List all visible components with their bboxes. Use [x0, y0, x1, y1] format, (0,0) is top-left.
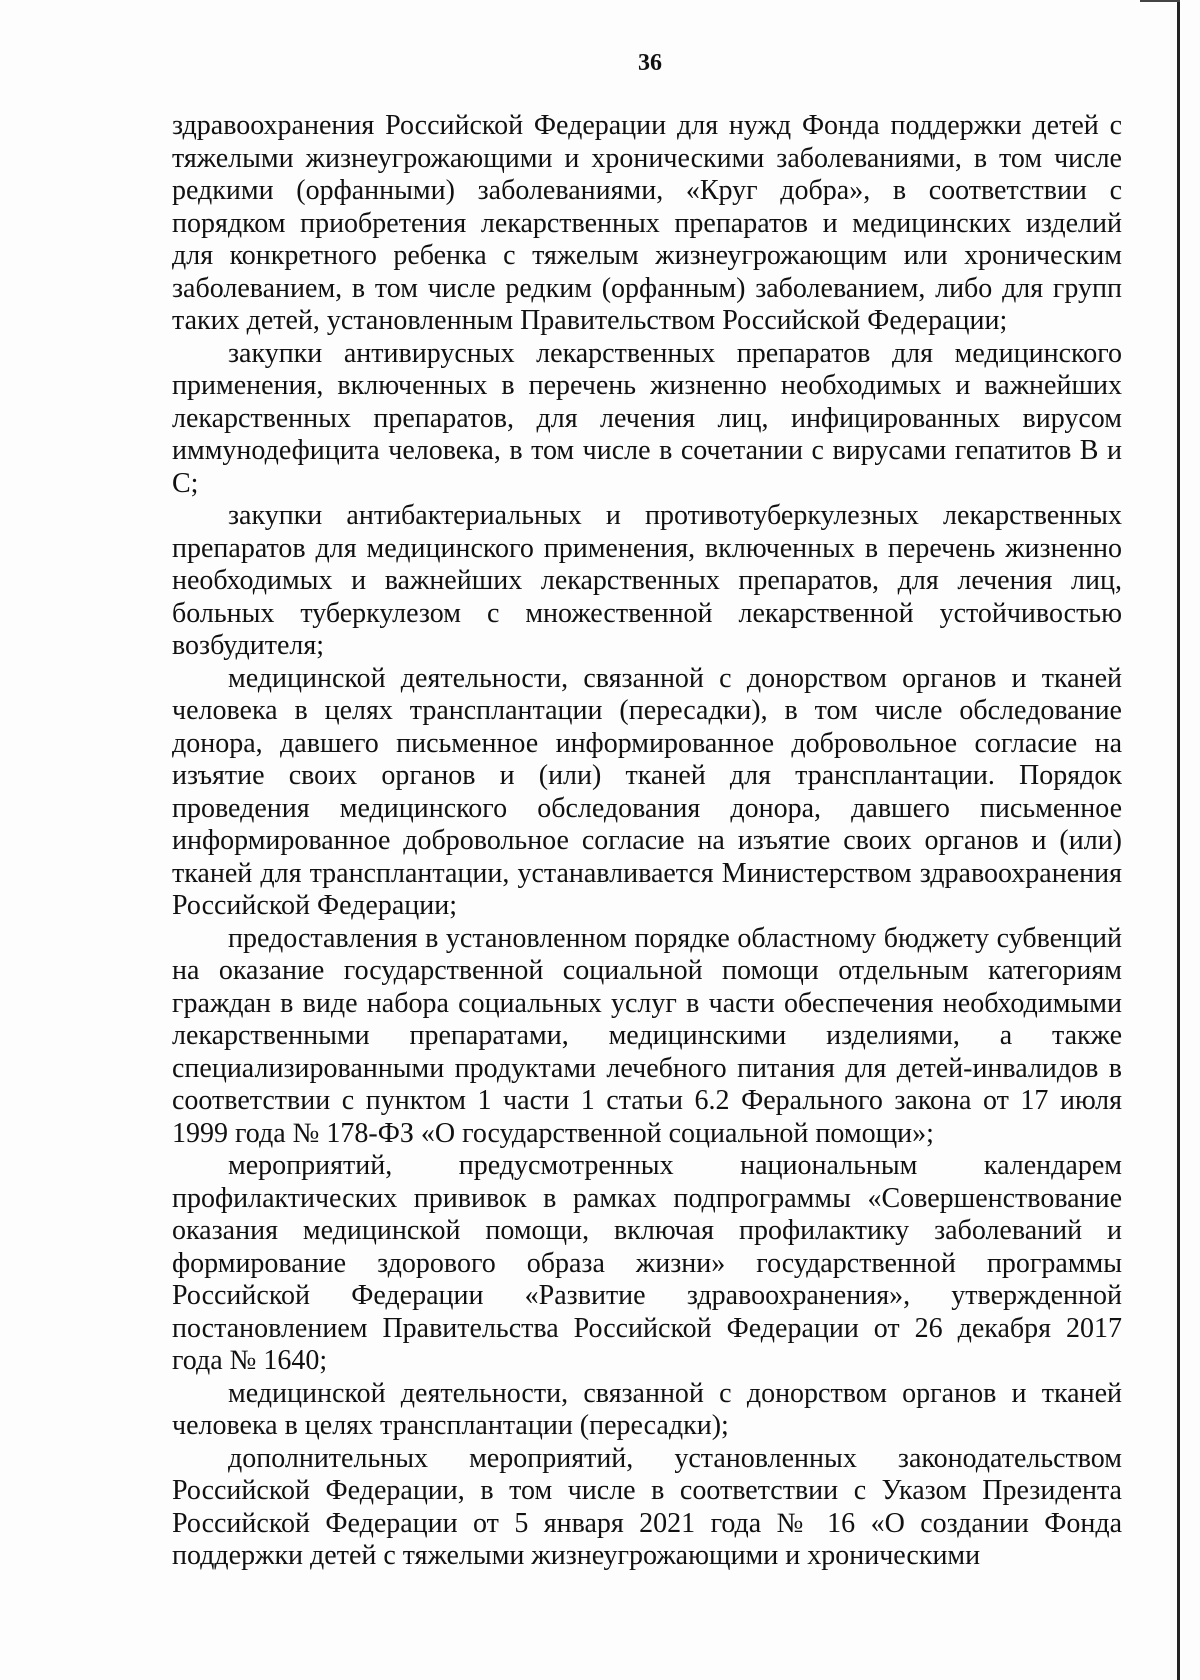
scan-border-line [1177, 0, 1180, 1680]
scan-border-corner [1140, 0, 1180, 2]
paragraph-additional-measures: дополнительных мероприятий, установленных законодательством Российской Федерации, в том числе в соответствии с Указом Президента Российской Федерации от 5 января 2021 года № 16 «О создании Фонда поддержки детей с тяжелыми жизнеугрожающими и хроническими [172, 1442, 1122, 1571]
paragraph-organ-donation: медицинской деятельности, связанной с донорством органов и тканей человека в целях трансплантации (пересадки); [172, 1377, 1122, 1441]
paragraph-antibacterial-purchases: закупки антибактериальных и противотуберкулезных лекарственных препаратов для медицинского применения, включенных в перечень жизненно необходимых и важнейших лекарственных препаратов, для лечения лиц, больных туберкулезом с множественной лекарственной устойчивостью возбудителя; [172, 500, 1122, 661]
paragraph-vaccination-calendar: мероприятий, предусмотренных национальным календарем профилактических прививок в рамках подпрограммы «Совершенствование оказания медицинской помощи, включая профилактику заболеваний и формирование здорового образа жизни» государственной программы Российской Федерации «Развитие здравоохранения», утвержденной постановлением Правительства Российской Федерации от 26 декабря 2017 года № 1640; [172, 1150, 1122, 1376]
paragraph-organ-donation-examination: медицинской деятельности, связанной с донорством органов и тканей человека в целях трансплантации (пересадки), в том числе обследование донора, давшего письменное информированное добровольное согласие на изъятие своих органов и (или) тканей для трансплантации. Порядок проведения медицинского обследования донора, давшего письменное информированное добровольное согласие на изъятие своих органов и (или) тканей для трансплантации, устанавливается Министерством здравоохранения Российской Федерации; [172, 662, 1122, 921]
paragraph-continuation: здравоохранения Российской Федерации для нужд Фонда поддержки детей с тяжелыми жизнеугрожающими и хроническими заболеваниями, в том числе редкими (орфанными) заболеваниями, «Круг добра», в соответствии с порядком приобретения лекарственных препаратов и медицинских изделий для конкретного ребенка с тяжелым жизнеугрожающим или хроническим заболеванием, в том числе редким (орфанным) заболеванием, либо для групп таких детей, установленным Правительством Российской Федерации; [172, 110, 1122, 336]
paragraph-regional-subventions: предоставления в установленном порядке областному бюджету субвенций на оказание государственной социальной помощи отдельным категориям граждан в виде набора социальных услуг в части обеспечения необходимыми лекарственными препаратами, медицинскими изделиями, а также специализированными продуктами лечебного питания для детей-инвалидов в соответствии с пунктом 1 части 1 статьи 6.2 Ферального закона от 17 июля 1999 года № 178-ФЗ «О государственной социальной помощи»; [172, 922, 1122, 1149]
paragraph-antiviral-purchases: закупки антивирусных лекарственных препаратов для медицинского применения, включенных в перечень жизненно необходимых и важнейших лекарственных препаратов, для лечения лиц, инфицированных вирусом иммунодефицита человека, в том числе в сочетании с вирусами гепатитов B и C; [172, 337, 1122, 499]
page-number: 36 [638, 50, 662, 76]
document-body [172, 110, 1122, 1573]
